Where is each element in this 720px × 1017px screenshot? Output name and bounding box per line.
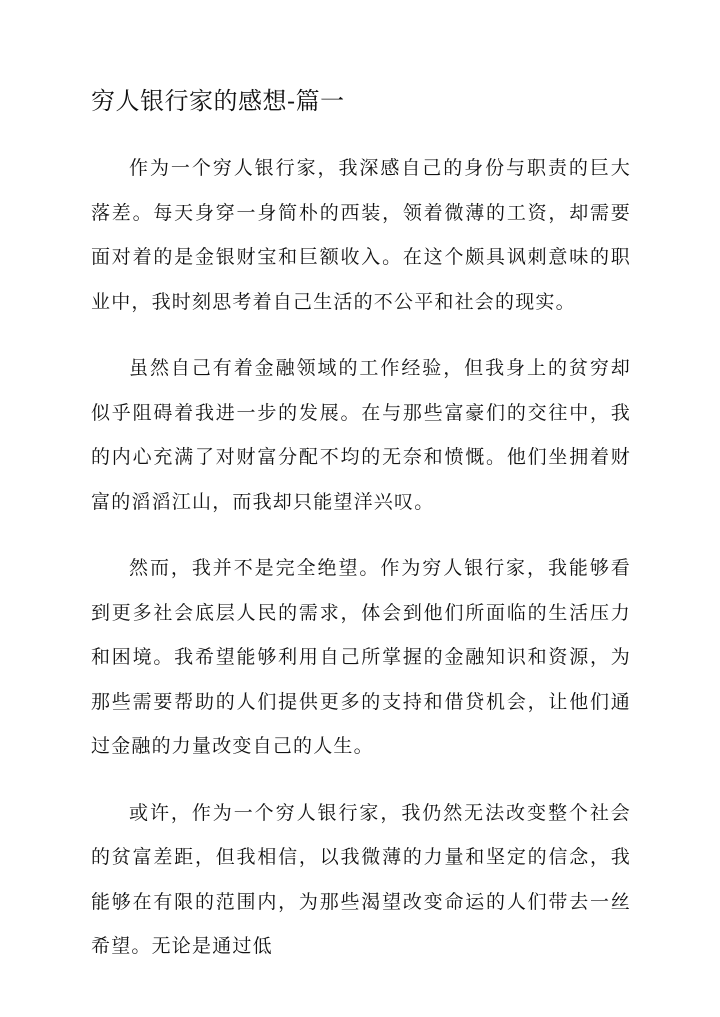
document-body: [91, 146, 631, 991]
document-title: 穷人银行家的感想-篇一: [91, 87, 345, 115]
paragraph-4: 或许，作为一个穷人银行家，我仍然无法改变整个社会的贫富差距，但我相信，以我微薄的力量和坚定的信念，我能够在有限的范围内，为那些渴望改变命运的人们带去一丝希望。无论是通过低: [91, 801, 631, 957]
paragraph-2: 虽然自己有着金融领域的工作经验，但我身上的贫穷却似乎阻碍着我进一步的发展。在与那些富豪们的交往中，我的内心充满了对财富分配不均的无奈和愤慨。他们坐拥着财富的滔滔江山，而我却只能望洋兴叹。: [91, 357, 631, 513]
paragraph-3: 然而，我并不是完全绝望。作为穷人银行家，我能够看到更多社会底层人民的需求，体会到他们所面临的生活压力和困境。我希望能够利用自己所掌握的金融知识和资源，为那些需要帮助的人们提供更多的支持和借贷机会，让他们通过金融的力量改变自己的人生。: [91, 557, 631, 757]
paragraph-1: 作为一个穷人银行家，我深感自己的身份与职责的巨大落差。每天身穿一身简朴的西装，领着微薄的工资，却需要面对着的是金银财宝和巨额收入。在这个颇具讽刺意味的职业中，我时刻思考着自己生活的不公平和社会的现实。: [91, 157, 631, 313]
